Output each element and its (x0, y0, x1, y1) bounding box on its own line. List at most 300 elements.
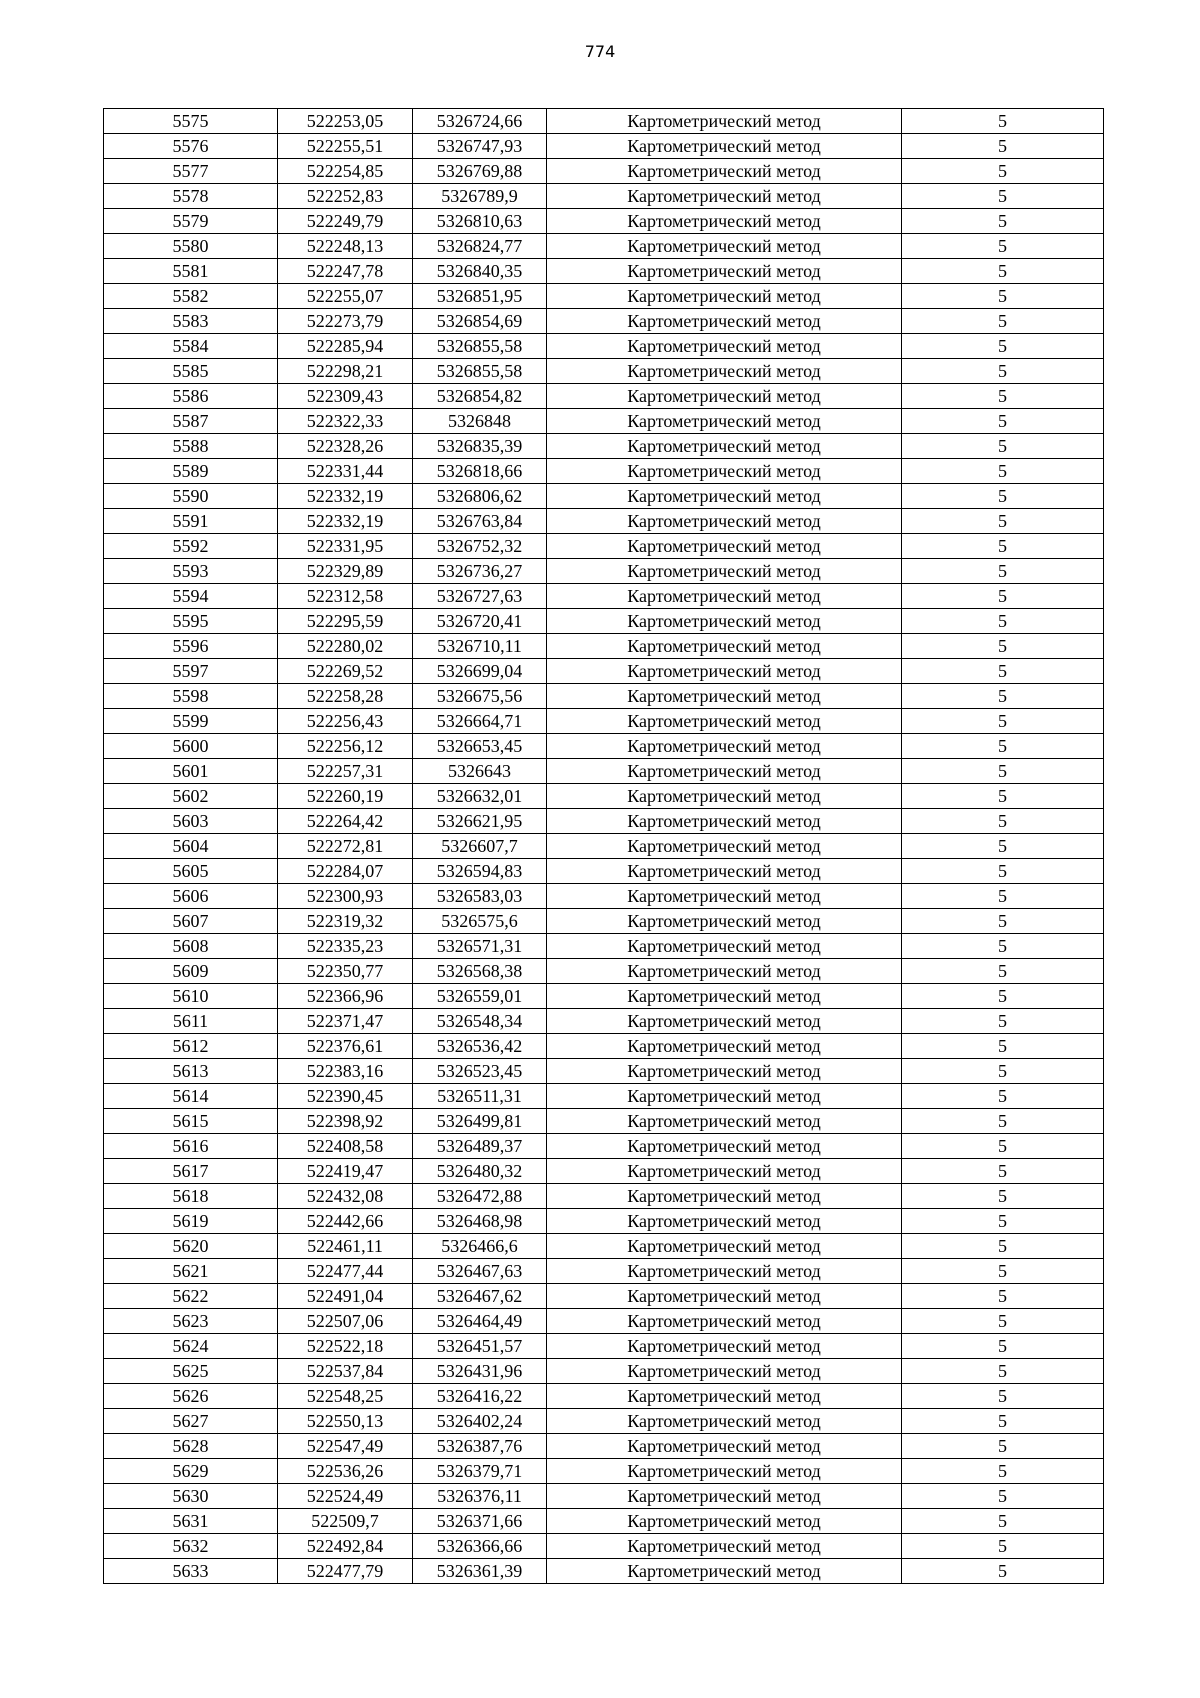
x-coordinate-cell: 522284,07 (278, 859, 413, 884)
y-coordinate-cell: 5326763,84 (413, 509, 547, 534)
table-row (104, 834, 1104, 859)
method-cell: Картометрический метод (547, 134, 902, 159)
method-cell: Картометрический метод (547, 434, 902, 459)
table-row (104, 1559, 1104, 1584)
y-coordinate-cell: 5326818,66 (413, 459, 547, 484)
y-coordinate-cell: 5326366,66 (413, 1534, 547, 1559)
method-cell: Картометрический метод (547, 534, 902, 559)
method-cell: Картометрический метод (547, 1259, 902, 1284)
method-cell: Картометрический метод (547, 159, 902, 184)
y-coordinate-cell: 5326568,38 (413, 959, 547, 984)
point-number-cell: 5610 (104, 984, 278, 1009)
method-cell: Картометрический метод (547, 634, 902, 659)
point-number-cell: 5618 (104, 1184, 278, 1209)
accuracy-cell: 5 (902, 1284, 1104, 1309)
accuracy-cell: 5 (902, 959, 1104, 984)
y-coordinate-cell: 5326499,81 (413, 1109, 547, 1134)
x-coordinate-cell: 522252,83 (278, 184, 413, 209)
method-cell: Картометрический метод (547, 1109, 902, 1134)
x-coordinate-cell: 522461,11 (278, 1234, 413, 1259)
y-coordinate-cell: 5326806,62 (413, 484, 547, 509)
method-cell: Картометрический метод (547, 609, 902, 634)
accuracy-cell: 5 (902, 184, 1104, 209)
y-coordinate-cell: 5326466,6 (413, 1234, 547, 1259)
method-cell: Картометрический метод (547, 1534, 902, 1559)
y-coordinate-cell: 5326548,34 (413, 1009, 547, 1034)
x-coordinate-cell: 522537,84 (278, 1359, 413, 1384)
accuracy-cell: 5 (902, 459, 1104, 484)
method-cell: Картометрический метод (547, 484, 902, 509)
page-number: 774 (584, 42, 616, 61)
accuracy-cell: 5 (902, 234, 1104, 259)
method-cell: Картометрический метод (547, 834, 902, 859)
table-row (104, 709, 1104, 734)
y-coordinate-cell: 5326855,58 (413, 334, 547, 359)
x-coordinate-cell: 522280,02 (278, 634, 413, 659)
method-cell: Картометрический метод (547, 1434, 902, 1459)
method-cell: Картометрический метод (547, 284, 902, 309)
x-coordinate-cell: 522547,49 (278, 1434, 413, 1459)
y-coordinate-cell: 5326376,11 (413, 1484, 547, 1509)
x-coordinate-cell: 522309,43 (278, 384, 413, 409)
method-cell: Картометрический метод (547, 559, 902, 584)
accuracy-cell: 5 (902, 1184, 1104, 1209)
point-number-cell: 5584 (104, 334, 278, 359)
accuracy-cell: 5 (902, 1459, 1104, 1484)
method-cell: Картометрический метод (547, 459, 902, 484)
method-cell: Картометрический метод (547, 1409, 902, 1434)
method-cell: Картометрический метод (547, 1334, 902, 1359)
point-number-cell: 5615 (104, 1109, 278, 1134)
point-number-cell: 5627 (104, 1409, 278, 1434)
table-row (104, 1109, 1104, 1134)
point-number-cell: 5632 (104, 1534, 278, 1559)
point-number-cell: 5628 (104, 1434, 278, 1459)
table-row (104, 234, 1104, 259)
table-row (104, 659, 1104, 684)
method-cell: Картометрический метод (547, 1359, 902, 1384)
coordinates-table-body (104, 109, 1104, 1584)
table-row (104, 1509, 1104, 1534)
y-coordinate-cell: 5326643 (413, 759, 547, 784)
accuracy-cell: 5 (902, 709, 1104, 734)
point-number-cell: 5617 (104, 1159, 278, 1184)
x-coordinate-cell: 522247,78 (278, 259, 413, 284)
x-coordinate-cell: 522300,93 (278, 884, 413, 909)
x-coordinate-cell: 522331,95 (278, 534, 413, 559)
table-row (104, 1459, 1104, 1484)
accuracy-cell: 5 (902, 809, 1104, 834)
accuracy-cell: 5 (902, 1359, 1104, 1384)
accuracy-cell: 5 (902, 934, 1104, 959)
y-coordinate-cell: 5326789,9 (413, 184, 547, 209)
y-coordinate-cell: 5326480,32 (413, 1159, 547, 1184)
method-cell: Картометрический метод (547, 709, 902, 734)
x-coordinate-cell: 522390,45 (278, 1084, 413, 1109)
accuracy-cell: 5 (902, 259, 1104, 284)
x-coordinate-cell: 522312,58 (278, 584, 413, 609)
accuracy-cell: 5 (902, 1109, 1104, 1134)
table-row (104, 184, 1104, 209)
x-coordinate-cell: 522285,94 (278, 334, 413, 359)
x-coordinate-cell: 522328,26 (278, 434, 413, 459)
x-coordinate-cell: 522398,92 (278, 1109, 413, 1134)
point-number-cell: 5605 (104, 859, 278, 884)
method-cell: Картометрический метод (547, 1384, 902, 1409)
point-number-cell: 5616 (104, 1134, 278, 1159)
table-row (104, 1309, 1104, 1334)
table-row (104, 334, 1104, 359)
table-row (104, 1234, 1104, 1259)
method-cell: Картометрический метод (547, 359, 902, 384)
y-coordinate-cell: 5326594,83 (413, 859, 547, 884)
accuracy-cell: 5 (902, 509, 1104, 534)
table-row (104, 884, 1104, 909)
x-coordinate-cell: 522548,25 (278, 1384, 413, 1409)
point-number-cell: 5577 (104, 159, 278, 184)
y-coordinate-cell: 5326769,88 (413, 159, 547, 184)
x-coordinate-cell: 522257,31 (278, 759, 413, 784)
point-number-cell: 5600 (104, 734, 278, 759)
point-number-cell: 5614 (104, 1084, 278, 1109)
accuracy-cell: 5 (902, 884, 1104, 909)
accuracy-cell: 5 (902, 634, 1104, 659)
method-cell: Картометрический метод (547, 1034, 902, 1059)
x-coordinate-cell: 522332,19 (278, 484, 413, 509)
accuracy-cell: 5 (902, 1409, 1104, 1434)
method-cell: Картометрический метод (547, 1484, 902, 1509)
table-row (104, 384, 1104, 409)
table-row (104, 1284, 1104, 1309)
method-cell: Картометрический метод (547, 1459, 902, 1484)
method-cell: Картометрический метод (547, 884, 902, 909)
x-coordinate-cell: 522332,19 (278, 509, 413, 534)
method-cell: Картометрический метод (547, 334, 902, 359)
table-row (104, 209, 1104, 234)
table-row (104, 909, 1104, 934)
point-number-cell: 5603 (104, 809, 278, 834)
y-coordinate-cell: 5326464,49 (413, 1309, 547, 1334)
point-number-cell: 5582 (104, 284, 278, 309)
method-cell: Картометрический метод (547, 909, 902, 934)
x-coordinate-cell: 522383,16 (278, 1059, 413, 1084)
accuracy-cell: 5 (902, 1509, 1104, 1534)
y-coordinate-cell: 5326467,62 (413, 1284, 547, 1309)
point-number-cell: 5626 (104, 1384, 278, 1409)
point-number-cell: 5625 (104, 1359, 278, 1384)
accuracy-cell: 5 (902, 1159, 1104, 1184)
table-row (104, 634, 1104, 659)
accuracy-cell: 5 (902, 834, 1104, 859)
x-coordinate-cell: 522376,61 (278, 1034, 413, 1059)
y-coordinate-cell: 5326727,63 (413, 584, 547, 609)
point-number-cell: 5590 (104, 484, 278, 509)
accuracy-cell: 5 (902, 134, 1104, 159)
table-row (104, 1384, 1104, 1409)
x-coordinate-cell: 522507,06 (278, 1309, 413, 1334)
table-row (104, 134, 1104, 159)
accuracy-cell: 5 (902, 759, 1104, 784)
point-number-cell: 5629 (104, 1459, 278, 1484)
y-coordinate-cell: 5326387,76 (413, 1434, 547, 1459)
x-coordinate-cell: 522432,08 (278, 1184, 413, 1209)
point-number-cell: 5607 (104, 909, 278, 934)
x-coordinate-cell: 522255,07 (278, 284, 413, 309)
point-number-cell: 5613 (104, 1059, 278, 1084)
accuracy-cell: 5 (902, 584, 1104, 609)
point-number-cell: 5580 (104, 234, 278, 259)
accuracy-cell: 5 (902, 1259, 1104, 1284)
table-row (104, 959, 1104, 984)
y-coordinate-cell: 5326571,31 (413, 934, 547, 959)
table-row (104, 1434, 1104, 1459)
y-coordinate-cell: 5326523,45 (413, 1059, 547, 1084)
method-cell: Картометрический метод (547, 959, 902, 984)
point-number-cell: 5604 (104, 834, 278, 859)
accuracy-cell: 5 (902, 1309, 1104, 1334)
x-coordinate-cell: 522491,04 (278, 1284, 413, 1309)
method-cell: Картометрический метод (547, 934, 902, 959)
y-coordinate-cell: 5326699,04 (413, 659, 547, 684)
point-number-cell: 5611 (104, 1009, 278, 1034)
point-number-cell: 5602 (104, 784, 278, 809)
accuracy-cell: 5 (902, 1484, 1104, 1509)
x-coordinate-cell: 522350,77 (278, 959, 413, 984)
table-row (104, 1534, 1104, 1559)
point-number-cell: 5620 (104, 1234, 278, 1259)
method-cell: Картометрический метод (547, 1509, 902, 1534)
point-number-cell: 5631 (104, 1509, 278, 1534)
accuracy-cell: 5 (902, 284, 1104, 309)
accuracy-cell: 5 (902, 334, 1104, 359)
x-coordinate-cell: 522371,47 (278, 1009, 413, 1034)
table-row (104, 1009, 1104, 1034)
point-number-cell: 5601 (104, 759, 278, 784)
table-row (104, 1059, 1104, 1084)
point-number-cell: 5623 (104, 1309, 278, 1334)
table-row (104, 159, 1104, 184)
x-coordinate-cell: 522419,47 (278, 1159, 413, 1184)
y-coordinate-cell: 5326402,24 (413, 1409, 547, 1434)
method-cell: Картометрический метод (547, 1059, 902, 1084)
y-coordinate-cell: 5326472,88 (413, 1184, 547, 1209)
accuracy-cell: 5 (902, 784, 1104, 809)
method-cell: Картометрический метод (547, 659, 902, 684)
x-coordinate-cell: 522260,19 (278, 784, 413, 809)
y-coordinate-cell: 5326840,35 (413, 259, 547, 284)
method-cell: Картометрический метод (547, 1084, 902, 1109)
x-coordinate-cell: 522264,42 (278, 809, 413, 834)
accuracy-cell: 5 (902, 209, 1104, 234)
x-coordinate-cell: 522477,44 (278, 1259, 413, 1284)
method-cell: Картометрический метод (547, 1234, 902, 1259)
y-coordinate-cell: 5326835,39 (413, 434, 547, 459)
accuracy-cell: 5 (902, 434, 1104, 459)
table-row (104, 859, 1104, 884)
accuracy-cell: 5 (902, 1534, 1104, 1559)
point-number-cell: 5586 (104, 384, 278, 409)
method-cell: Картометрический метод (547, 734, 902, 759)
method-cell: Картометрический метод (547, 509, 902, 534)
y-coordinate-cell: 5326664,71 (413, 709, 547, 734)
y-coordinate-cell: 5326720,41 (413, 609, 547, 634)
accuracy-cell: 5 (902, 534, 1104, 559)
method-cell: Картометрический метод (547, 809, 902, 834)
y-coordinate-cell: 5326653,45 (413, 734, 547, 759)
x-coordinate-cell: 522272,81 (278, 834, 413, 859)
point-number-cell: 5588 (104, 434, 278, 459)
table-row (104, 284, 1104, 309)
y-coordinate-cell: 5326361,39 (413, 1559, 547, 1584)
accuracy-cell: 5 (902, 1034, 1104, 1059)
x-coordinate-cell: 522249,79 (278, 209, 413, 234)
x-coordinate-cell: 522258,28 (278, 684, 413, 709)
method-cell: Картометрический метод (547, 1009, 902, 1034)
accuracy-cell: 5 (902, 1334, 1104, 1359)
x-coordinate-cell: 522477,79 (278, 1559, 413, 1584)
method-cell: Картометрический метод (547, 1284, 902, 1309)
point-number-cell: 5598 (104, 684, 278, 709)
accuracy-cell: 5 (902, 1559, 1104, 1584)
accuracy-cell: 5 (902, 109, 1104, 134)
x-coordinate-cell: 522522,18 (278, 1334, 413, 1359)
x-coordinate-cell: 522273,79 (278, 309, 413, 334)
accuracy-cell: 5 (902, 734, 1104, 759)
point-number-cell: 5597 (104, 659, 278, 684)
method-cell: Картометрический метод (547, 209, 902, 234)
y-coordinate-cell: 5326752,32 (413, 534, 547, 559)
method-cell: Картометрический метод (547, 1134, 902, 1159)
point-number-cell: 5619 (104, 1209, 278, 1234)
point-number-cell: 5575 (104, 109, 278, 134)
table-row (104, 259, 1104, 284)
table-row (104, 684, 1104, 709)
accuracy-cell: 5 (902, 609, 1104, 634)
table-row (104, 1484, 1104, 1509)
table-row (104, 359, 1104, 384)
point-number-cell: 5594 (104, 584, 278, 609)
y-coordinate-cell: 5326632,01 (413, 784, 547, 809)
point-number-cell: 5581 (104, 259, 278, 284)
y-coordinate-cell: 5326724,66 (413, 109, 547, 134)
accuracy-cell: 5 (902, 484, 1104, 509)
method-cell: Картометрический метод (547, 859, 902, 884)
y-coordinate-cell: 5326854,69 (413, 309, 547, 334)
accuracy-cell: 5 (902, 859, 1104, 884)
y-coordinate-cell: 5326575,6 (413, 909, 547, 934)
point-number-cell: 5595 (104, 609, 278, 634)
point-number-cell: 5630 (104, 1484, 278, 1509)
accuracy-cell: 5 (902, 1009, 1104, 1034)
x-coordinate-cell: 522295,59 (278, 609, 413, 634)
accuracy-cell: 5 (902, 684, 1104, 709)
method-cell: Картометрический метод (547, 1309, 902, 1334)
x-coordinate-cell: 522536,26 (278, 1459, 413, 1484)
method-cell: Картометрический метод (547, 409, 902, 434)
method-cell: Картометрический метод (547, 259, 902, 284)
accuracy-cell: 5 (902, 659, 1104, 684)
y-coordinate-cell: 5326583,03 (413, 884, 547, 909)
y-coordinate-cell: 5326855,58 (413, 359, 547, 384)
method-cell: Картометрический метод (547, 384, 902, 409)
y-coordinate-cell: 5326607,7 (413, 834, 547, 859)
y-coordinate-cell: 5326559,01 (413, 984, 547, 1009)
table-row (104, 734, 1104, 759)
method-cell: Картометрический метод (547, 784, 902, 809)
table-row (104, 1084, 1104, 1109)
method-cell: Картометрический метод (547, 184, 902, 209)
method-cell: Картометрический метод (547, 759, 902, 784)
x-coordinate-cell: 522319,32 (278, 909, 413, 934)
x-coordinate-cell: 522524,49 (278, 1484, 413, 1509)
y-coordinate-cell: 5326848 (413, 409, 547, 434)
method-cell: Картометрический метод (547, 234, 902, 259)
table-row (104, 1209, 1104, 1234)
x-coordinate-cell: 522509,7 (278, 1509, 413, 1534)
method-cell: Картометрический метод (547, 1559, 902, 1584)
table-row (104, 1159, 1104, 1184)
x-coordinate-cell: 522256,43 (278, 709, 413, 734)
point-number-cell: 5621 (104, 1259, 278, 1284)
accuracy-cell: 5 (902, 1384, 1104, 1409)
table-row (104, 609, 1104, 634)
accuracy-cell: 5 (902, 1209, 1104, 1234)
table-row (104, 1184, 1104, 1209)
y-coordinate-cell: 5326710,11 (413, 634, 547, 659)
x-coordinate-cell: 522442,66 (278, 1209, 413, 1234)
x-coordinate-cell: 522366,96 (278, 984, 413, 1009)
x-coordinate-cell: 522253,05 (278, 109, 413, 134)
y-coordinate-cell: 5326675,56 (413, 684, 547, 709)
table-row (104, 534, 1104, 559)
accuracy-cell: 5 (902, 559, 1104, 584)
accuracy-cell: 5 (902, 359, 1104, 384)
table-row (104, 1259, 1104, 1284)
point-number-cell: 5593 (104, 559, 278, 584)
method-cell: Картометрический метод (547, 1184, 902, 1209)
table-row (104, 484, 1104, 509)
point-number-cell: 5585 (104, 359, 278, 384)
accuracy-cell: 5 (902, 909, 1104, 934)
point-number-cell: 5587 (104, 409, 278, 434)
y-coordinate-cell: 5326451,57 (413, 1334, 547, 1359)
table-row (104, 309, 1104, 334)
accuracy-cell: 5 (902, 409, 1104, 434)
point-number-cell: 5576 (104, 134, 278, 159)
accuracy-cell: 5 (902, 1234, 1104, 1259)
y-coordinate-cell: 5326431,96 (413, 1359, 547, 1384)
table-row (104, 434, 1104, 459)
accuracy-cell: 5 (902, 1434, 1104, 1459)
accuracy-cell: 5 (902, 1084, 1104, 1109)
table-row (104, 509, 1104, 534)
point-number-cell: 5591 (104, 509, 278, 534)
coordinates-table (103, 108, 1104, 1584)
point-number-cell: 5612 (104, 1034, 278, 1059)
table-row (104, 984, 1104, 1009)
method-cell: Картометрический метод (547, 984, 902, 1009)
table-row (104, 1334, 1104, 1359)
y-coordinate-cell: 5326736,27 (413, 559, 547, 584)
x-coordinate-cell: 522329,89 (278, 559, 413, 584)
table-row (104, 1134, 1104, 1159)
table-row (104, 1409, 1104, 1434)
method-cell: Картометрический метод (547, 684, 902, 709)
accuracy-cell: 5 (902, 1134, 1104, 1159)
y-coordinate-cell: 5326810,63 (413, 209, 547, 234)
point-number-cell: 5622 (104, 1284, 278, 1309)
x-coordinate-cell: 522269,52 (278, 659, 413, 684)
